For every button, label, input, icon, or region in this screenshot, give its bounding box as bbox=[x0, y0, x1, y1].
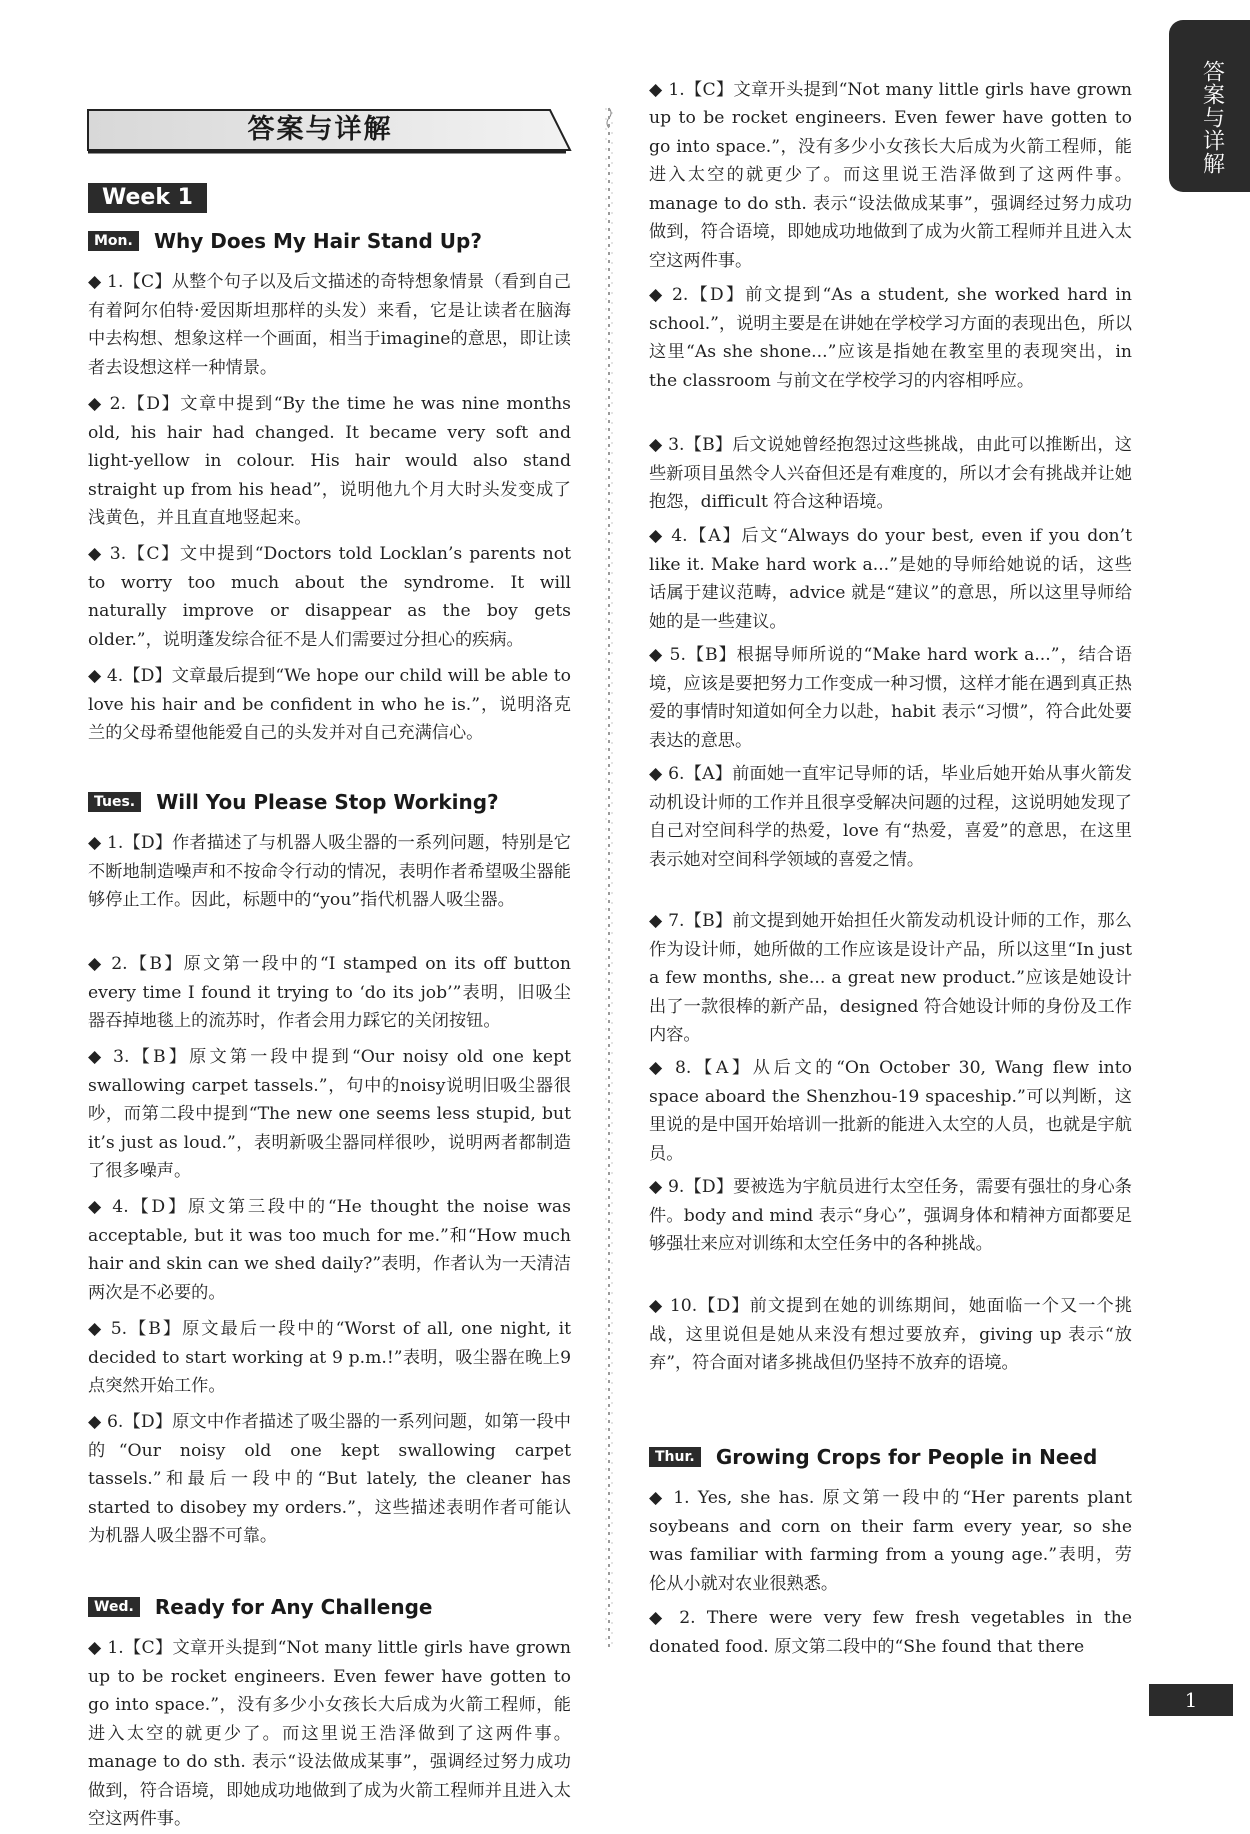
page-title: 答案与详解 bbox=[247, 114, 393, 145]
side-tab-label: 答案与详解 bbox=[1199, 60, 1225, 175]
answer-item: ◆ 1.【C】从整个句子以及后文描述的奇特想象情景（看到自己有着阿尔伯特·爱因斯坦那样的头发）来看，它是让读者在脑海中去构想、想象这样一个画面，相当于imagine的意思，即让读者去设想这样一种情景。 bbox=[88, 272, 571, 378]
answer-item: ◆ 10.【D】前文提到在她的训练期间，她面临一个又一个挑战，这里说但是她从来没有想过要放弃，giving up 表示“放弃”，符合面对诸多挑战但仍坚持不放弃的语境。 bbox=[649, 1296, 1132, 1373]
section-title: Ready for Any Challenge bbox=[154, 1595, 433, 1619]
column-divider bbox=[603, 108, 615, 1648]
answer-item: ◆ 1.【D】作者描述了与机器人吸尘器的一系列问题，特别是它不断地制造噪声和不按命令行动的情况，表明作者希望吸尘器能够停止工作。因此，标题中的“you”指代机器人吸尘器。 bbox=[88, 833, 571, 910]
section-title: Will You Please Stop Working? bbox=[156, 790, 499, 814]
answer-item: ◆ 6.【A】前面她一直牢记导师的话，毕业后她开始从事火箭发动机设计师的工作并且很享受解决问题的过程，这说明她发现了自己对空间科学的热爱，love 有“热爱，喜爱”的意思，在这里表示她对空间科学领域的喜爱之情。 bbox=[649, 764, 1132, 870]
section-header-wed bbox=[88, 1595, 432, 1625]
answer-item: ◆ 2.【D】文章中提到“By the time he was nine months old, his hair had changed. It became very soft and light-yellow in colour. His hair would also stand straight up from his head”，说明他九个月大时头发变成了浅黄色，并且直直地竖起来。 bbox=[88, 394, 571, 528]
answer-item-part2 bbox=[649, 79, 1132, 276]
answer-item: ◆ 2. There were very few fresh vegetables in the donated food. 原文第二段中的“She found that there bbox=[649, 1608, 1132, 1657]
day-tag: Wed. bbox=[88, 1597, 140, 1617]
week-badge: Week 1 bbox=[88, 183, 207, 213]
page-title-banner bbox=[88, 110, 572, 154]
answer-item: ◆ 8.【A】从后文的“On October 30, Wang flew into space aboard the Shenzhou-19 spaceship.”可以判断，这里说的是中国开始培训一批新的能进入太空的人员，也就是宇航员。 bbox=[649, 1058, 1132, 1164]
answer-item: ◆ 7.【B】前文提到她开始担任火箭发动机设计师的工作，那么作为设计师，她所做的工作应该是设计产品，所以这里“In just a few months, she... a great new product.”应该是她设计出了一款很棒的新产品，designed 符合她设计师的身份及工作内容。 bbox=[649, 911, 1132, 1045]
section-header-tues bbox=[88, 790, 499, 820]
answer-item: ◆ 5.【B】原文最后一段中的“Worst of all, one night, it decided to start working at 9 p.m.!”表明，吸尘器在晚上9点突然开始工作。 bbox=[88, 1319, 571, 1396]
answer-item: ◆ 4.【D】原文第三段中的“He thought the noise was acceptable, but it was too much for me.”和“How much hair and skin can we shed daily?”表明，作者认为一天清洁两次是不必要的。 bbox=[88, 1197, 571, 1303]
day-tag: Mon. bbox=[88, 231, 139, 251]
day-tag: Tues. bbox=[88, 792, 141, 812]
page-number: 1 bbox=[1149, 1684, 1233, 1716]
answer-item: ◆ 3.【C】文中提到“Doctors told Locklan’s parents not to worry too much about the syndrome. It will naturally improve or disappear as the boy gets older.”，说明蓬发综合征不是人们需要过分担心的疾病。 bbox=[88, 544, 571, 650]
answer-item: ◆ 2.【B】原文第一段中的“I stamped on its off button every time I found it trying to ‘do its job’”表明，旧吸尘器吞掉地毯上的流苏时，作者会用力踩它的关闭按钮。 bbox=[88, 954, 571, 1031]
answer-item: ◆ 1. Yes, she has. 原文第一段中的“Her parents plant soybeans and corn on their farm every year, so she was familiar with farming from a young age.”表明，劳伦从小就对农业很熟悉。 bbox=[649, 1488, 1132, 1594]
answer-item: ◆ 4.【A】后文“Always do your best, even if you don’t like it. Make hard work a...”是她的导师给她说的话，这些话属于建议范畴，advice 就是“建议”的意思，所以这里导师给她的是一些建议。 bbox=[649, 526, 1132, 632]
continued-text: ◆ 1.【C】文章开头提到“Not many little girls have grown up to be rocket engineers. Even fewer have gotten to go into space.”，没有多少小女孩长大后成为火箭工程师，能进入太空的就更少了。而这里说王浩泽做到了这两件事。manage to do sth. 表示“设法做成某事”，强调经过努力成功做到，符合语境，即她成功地做到了成为火箭工程师并且进入太空这两件事。 bbox=[649, 79, 1132, 271]
section-header-mon bbox=[88, 229, 482, 259]
answer-item: ◆ 5.【B】根据导师所说的“Make hard work a...”，结合语境，应该是要把努力工作变成一种习惯，这样才能在遇到真正热爱的事情时知道如何全力以赴，habit 表示“习惯”，符合此处要表达的意思。 bbox=[649, 645, 1132, 751]
answer-item-part1: ◆ 1.【C】文章开头提到“Not many little girls have grown up to be rocket engineers. Even fewer have gotten to go into space.”，没有多少小女孩长大后成为火箭工程师，能进入太空的就更少了。而这里说王浩泽做到了这两件事。manage to do sth. 表示“设法做成某事”，强调经过努力成功做到，符合语境，即她成功地做到了成为火箭工程师并且进入太空这两件事。 bbox=[88, 1638, 571, 1829]
answer-item: ◆ 3.【B】后文说她曾经抱怨过这些挑战，由此可以推断出，这些新项目虽然令人兴奋但还是有难度的，所以才会有挑战并让她抱怨，difficult 符合这种语境。 bbox=[649, 435, 1132, 512]
answer-item: ◆ 4.【D】文章最后提到“We hope our child will be able to love his hair and be confident in who he is.”，说明洛克兰的父母希望他能爱自己的头发并对自己充满信心。 bbox=[88, 666, 571, 743]
answer-item: ◆ 2.【D】前文提到“As a student, she worked hard in school.”，说明主要是在讲她在学校学习方面的表现出色，所以这里“As she shone...”应该是指她在教室里的表现突出，in the classroom 与前文在学校学习的内容相呼应。 bbox=[649, 285, 1132, 391]
section-header-thur bbox=[649, 1445, 1097, 1475]
answer-item: ◆ 9.【D】要被选为宇航员进行太空任务，需要有强壮的身心条件。body and mind 表示“身心”，强调身体和精神方面都要足够强壮来应对训练和太空任务中的各种挑战。 bbox=[649, 1177, 1132, 1254]
day-tag: Thur. bbox=[649, 1447, 701, 1467]
side-tab bbox=[1169, 20, 1250, 192]
section-title: Why Does My Hair Stand Up? bbox=[153, 229, 482, 253]
section-title: Growing Crops for People in Need bbox=[715, 1445, 1098, 1469]
answer-item: ◆ 6.【D】原文中作者描述了吸尘器的一系列问题，如第一段中的“Our noisy old one kept swallowing carpet tassels.”和最后一段中的“But lately, the cleaner has started to disobey my orders.”，这些描述表明作者可能认为机器人吸尘器不可靠。 bbox=[88, 1412, 571, 1546]
answer-item: ◆ 3.【B】原文第一段中提到“Our noisy old one kept swallowing carpet tassels.”，句中的noisy说明旧吸尘器很吵，而第二段中提到“The new one seems less stupid, but it’s just as loud.”，表明新吸尘器同样很吵，说明两者都制造了很多噪声。 bbox=[88, 1047, 571, 1181]
